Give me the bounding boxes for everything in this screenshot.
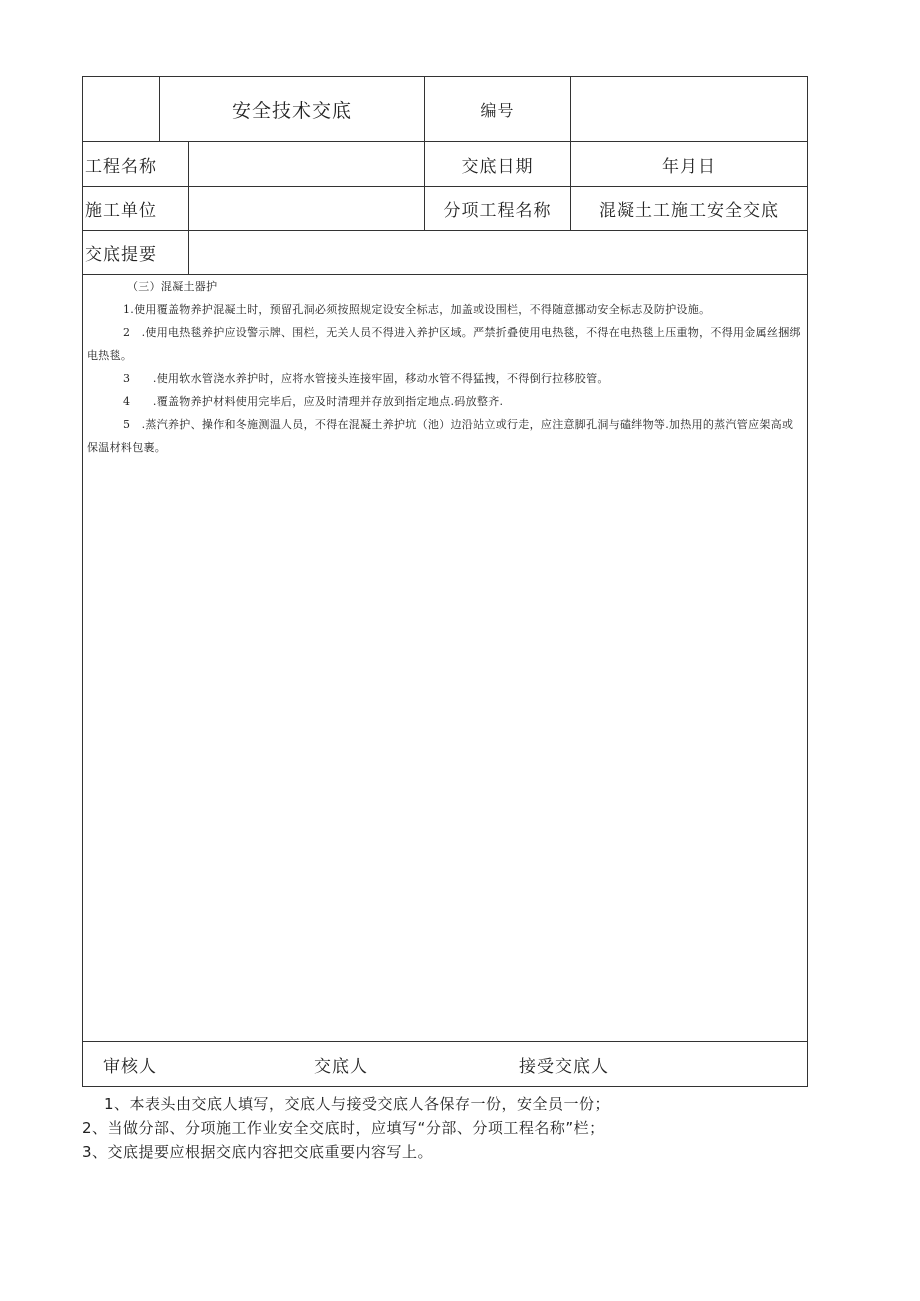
- form-title: 安全技术交底: [231, 99, 352, 122]
- reviewer-label: 审核人: [103, 1057, 157, 1077]
- construction-unit-label: 施工单位: [85, 201, 157, 221]
- construction-unit-value[interactable]: [189, 187, 424, 230]
- note-item: 1、本表头由交底人填写，交底人与接受交底人各保存一份，安全员一份；: [104, 1095, 611, 1113]
- content-item: 3 .使用软水管浇水养护时，应将水管接头连接牢固，移动水管不得猛拽，不得倒行拉移胶管。: [123, 372, 609, 385]
- row-divider: [83, 1041, 807, 1042]
- project-name-value[interactable]: [189, 142, 424, 186]
- disclosure-content: [83, 275, 807, 459]
- summary-label: 交底提要: [85, 245, 157, 265]
- content-item: 2 .使用电热毯养护应设警示牌、围栏，无关人员不得进入养护区域。严禁折叠使用电热毯，不得在电热毯上压重物，不得用金属丝捆绑电热毯。: [87, 326, 801, 362]
- note-item: 2、当做分部、分项施工作业安全交底时，应填写“分部、分项工程名称”栏；: [82, 1119, 605, 1137]
- section-title: （三）混凝土器护: [127, 280, 218, 293]
- content-item: 1.使用覆盖物养护混凝土时，预留孔洞必须按照规定设安全标志，加盖或设围栏，不得随意挪动安全标志及防护设施。: [123, 303, 711, 316]
- discloser-label: 交底人: [314, 1057, 368, 1077]
- date-value[interactable]: 年月日: [662, 156, 716, 177]
- number-label: 编号: [480, 100, 515, 120]
- summary-value[interactable]: [189, 231, 807, 274]
- content-item: 4 .覆盖物养护材料使用完毕后，应及时清理并存放到指定地点.码放整齐.: [123, 395, 504, 408]
- sub-project-value[interactable]: 混凝土工施工安全交底: [599, 201, 779, 221]
- form-notes: [82, 1092, 822, 1164]
- content-item: 5 .蒸汽养护、操作和冬施测温人员，不得在混凝土养护坑（池）边沿站立或行走，应注意脚孔洞与磕绊物等.加热用的蒸汽管应架高或保温材料包裹。: [87, 418, 794, 454]
- disclosure-form: [82, 76, 808, 1087]
- date-label: 交底日期: [461, 156, 534, 177]
- number-value[interactable]: [571, 77, 807, 141]
- note-item: 3、交底提要应根据交底内容把交底重要内容写上。: [82, 1143, 434, 1161]
- project-name-label: 工程名称: [85, 156, 157, 177]
- sub-project-label: 分项工程名称: [443, 201, 552, 221]
- receiver-label: 接受交底人: [519, 1057, 609, 1077]
